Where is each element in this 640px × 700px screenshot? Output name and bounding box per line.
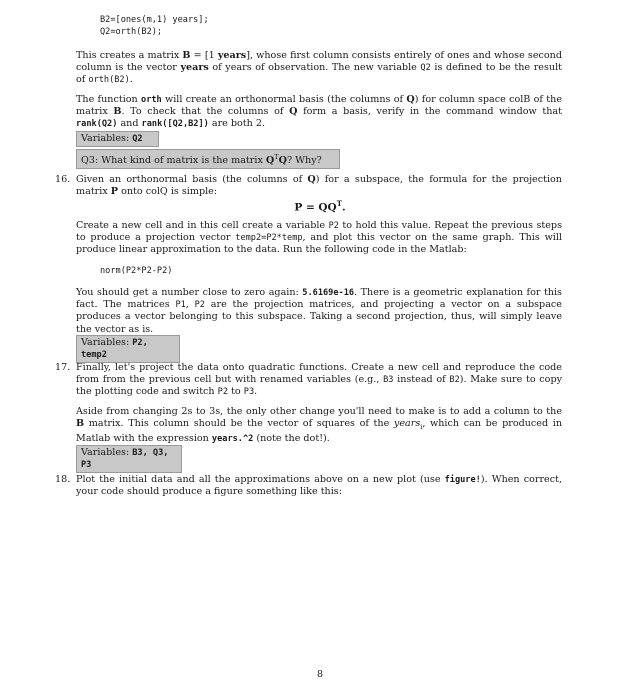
math-years: years — [180, 62, 209, 74]
text: Create a new cell and in this cell create a variable — [76, 220, 329, 231]
label: Variables: — [81, 337, 133, 348]
code-inline: P2 — [194, 300, 205, 311]
variables-box-q2 — [76, 131, 159, 147]
item16-intro — [76, 174, 562, 198]
code-inline: Q2 — [132, 134, 143, 144]
code-line: Q2=orth(B2); — [100, 27, 163, 37]
text: ? Why? — [286, 155, 322, 167]
paragraph-matrix-b — [76, 50, 562, 87]
code-inline: P2 — [328, 221, 339, 231]
text: onto colQ is simple: — [118, 186, 218, 198]
text: . There is a geometric explanation for this fact. The matrices — [76, 287, 562, 311]
text: Aside from changing 2s to 3s, the only other change you'll need to make is to add a column to the — [76, 406, 562, 417]
code-block-norm: norm(P2*P2-P2) — [100, 266, 173, 276]
equation-text: . — [341, 201, 346, 214]
code-inline: figure! — [444, 475, 481, 485]
text: ], whose first column consists entirely of ones and whose second column is the vector — [76, 50, 562, 74]
item17-aside — [76, 406, 562, 446]
code-block-top — [100, 14, 209, 38]
code-inline: orth — [141, 95, 162, 105]
text: ). When correct, your code should produce a figure something like this: — [76, 474, 562, 498]
text: and — [117, 118, 142, 130]
text: of years of observation. The new variable — [208, 62, 421, 74]
paragraph-orth — [76, 94, 562, 131]
code-inline: P3 — [243, 387, 255, 398]
text: = [1 — [190, 50, 218, 61]
math-years: years — [217, 50, 247, 61]
variables-box-b3 — [76, 445, 182, 473]
text: instead of — [393, 374, 450, 386]
math-q: Q — [307, 174, 316, 185]
code-inline: B3, Q3, P3 — [81, 448, 169, 470]
text: The function — [76, 94, 142, 105]
equation-projection — [0, 199, 640, 214]
code-inline: B3 — [383, 375, 394, 386]
math-p: P — [110, 186, 119, 198]
code-inline: orth(B2) — [88, 75, 130, 86]
item16-explanation — [76, 287, 562, 336]
item17-intro — [76, 362, 562, 399]
text: ). Make sure to copy the plotting code and switch — [76, 374, 563, 398]
math-sub: i — [420, 423, 423, 432]
math-q: Q — [289, 106, 298, 118]
math-sup: T — [274, 153, 279, 161]
math-q: Q — [278, 155, 287, 167]
text: (note the dot!). — [253, 433, 330, 445]
label: Variables: — [81, 133, 133, 144]
text: This creates a matrix — [76, 50, 183, 61]
text: to hold this value. Repeat the previous steps to produce a projection vector — [76, 220, 562, 244]
variables-box-p2 — [76, 335, 180, 363]
code-inline: P2, temp2 — [81, 338, 148, 360]
question-box-q3 — [76, 149, 340, 169]
math-b: B — [182, 50, 191, 61]
text: Finally, let's project the data onto quadratic functions. Create a new cell and reproduce the code from from the previous cell but with renamed variables (e.g., — [76, 362, 562, 386]
code-inline: rank(Q2) — [76, 119, 118, 130]
item18-intro — [76, 474, 562, 498]
item-number: 18. — [55, 474, 71, 485]
code-inline: years.^2 — [211, 434, 254, 445]
page-number: 8 — [316, 669, 324, 680]
text: will create an orthonormal basis (the columns of — [161, 94, 407, 105]
equation-text: P = QQ — [294, 201, 337, 214]
code-inline: temp2=P2*temp — [235, 233, 303, 244]
code-inline: 5.6169e-16 — [302, 288, 355, 298]
text: are the projection matrices, and projecting a vector on a subspace produces a vector belonging to this subspace. Taking a second projection, thus, will simply leave the vector as is. — [76, 299, 562, 335]
text: , which can be produced in Matlab with the expression — [76, 418, 562, 445]
code-inline: rank([Q2,B2]) — [141, 119, 209, 130]
code-inline: Q2 — [420, 63, 431, 74]
text: Plot the initial data and all the approximations above on a new plot (use — [76, 474, 445, 485]
text: Q3: What kind of matrix is the matrix — [81, 155, 266, 167]
text: are both 2. — [208, 118, 266, 130]
label: Variables: — [81, 447, 133, 458]
text: ) for a subspace, the formula for the projection matrix — [76, 174, 562, 198]
code-inline: B2 — [449, 375, 460, 386]
code-line: B2=[ones(m,1) years]; — [100, 15, 209, 25]
text: ) for column space colB of the matrix — [76, 94, 562, 118]
text: . — [129, 74, 133, 86]
math-q: Q — [265, 155, 275, 167]
text: , — [185, 299, 195, 311]
code-inline: P1 — [175, 300, 186, 311]
math-b: B — [113, 106, 122, 118]
text: . To check that the columns of — [121, 106, 290, 118]
code-inline: P2 — [217, 387, 229, 398]
text: form a basis, verify in the command window that — [297, 106, 562, 118]
equation-sup: T — [336, 199, 342, 208]
item16-create-cell — [76, 220, 562, 257]
math-years: years — [393, 418, 421, 430]
text: . — [254, 386, 258, 398]
text: is defined to be the result of — [76, 62, 562, 86]
math-b: B — [76, 418, 85, 430]
text: , and plot this vector on the same graph. This will produce linear approximation to the data. Run the following code in the Matlab: — [76, 232, 562, 256]
item-number: 17. — [55, 362, 71, 373]
text: to — [228, 386, 244, 398]
math-q: Q — [406, 94, 415, 105]
text: Given an orthonormal basis (the columns of — [76, 174, 308, 185]
item-number: 16. — [55, 174, 71, 185]
text: You should get a number close to zero again: — [76, 287, 303, 298]
text: matrix. This column should be the vector of squares of the — [84, 418, 394, 430]
